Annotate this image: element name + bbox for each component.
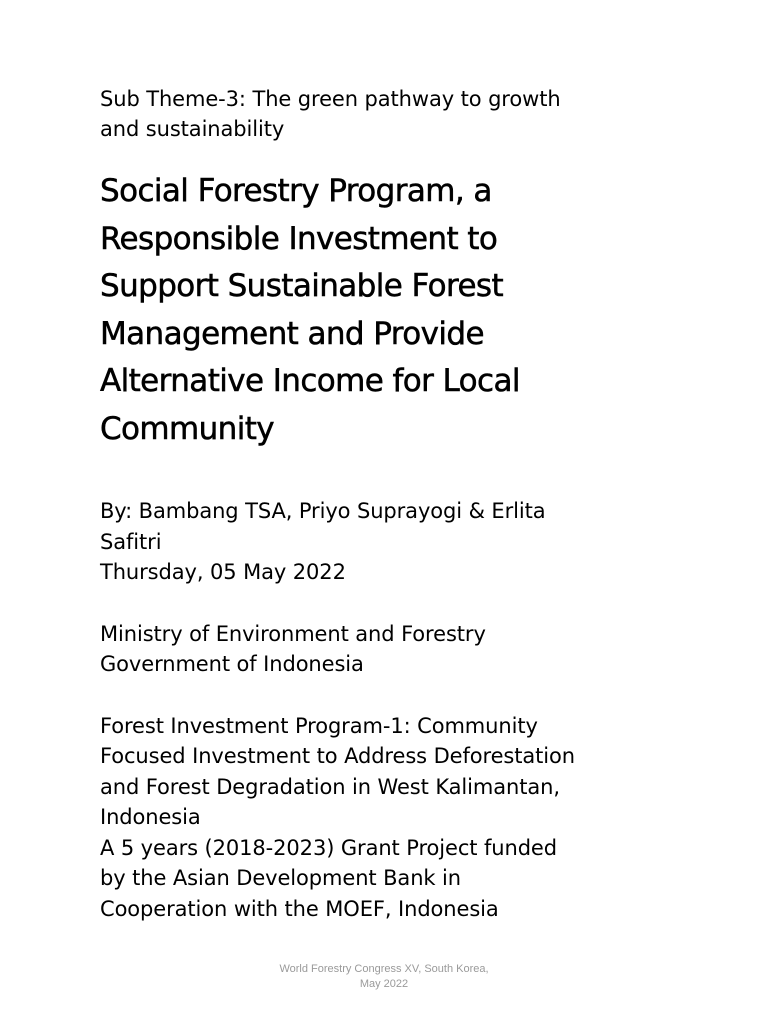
presentation-date: Thursday, 05 May 2022 bbox=[100, 560, 346, 584]
authors-line-2: Safitri bbox=[100, 529, 162, 554]
program-line: Focused Investment to Address Deforestation bbox=[100, 744, 575, 768]
authors-block bbox=[100, 496, 620, 588]
government-name: Government of Indonesia bbox=[100, 652, 364, 676]
subtheme-heading bbox=[100, 84, 620, 144]
page-content bbox=[100, 84, 620, 924]
title-line: Community bbox=[100, 410, 275, 447]
subtheme-line-1: Sub Theme-3: The green pathway to growth bbox=[100, 87, 561, 111]
program-block bbox=[100, 711, 620, 925]
program-line: A 5 years (2018-2023) Grant Project funded bbox=[100, 835, 557, 860]
title-line: Support Sustainable Forest bbox=[100, 268, 504, 304]
title-line: Alternative Income for Local bbox=[100, 363, 520, 399]
title-line: Responsible Investment to bbox=[100, 220, 498, 257]
program-line: Forest Investment Program-1: Community bbox=[100, 713, 538, 738]
ministry-block bbox=[100, 619, 620, 680]
title-line: Management and Provide bbox=[100, 315, 484, 352]
program-line: Indonesia bbox=[100, 805, 201, 829]
ministry-name: Ministry of Environment and Forestry bbox=[100, 621, 486, 646]
program-line: Cooperation with the MOEF, Indonesia bbox=[100, 896, 499, 921]
program-line: and Forest Degradation in West Kalimantan, bbox=[100, 774, 560, 799]
document-title bbox=[100, 168, 620, 453]
subtheme-line-2: and sustainability bbox=[100, 117, 285, 141]
program-line: by the Asian Development Bank in bbox=[100, 866, 461, 890]
title-line: Social Forestry Program, a bbox=[100, 173, 492, 209]
footer-line-2: May 2022 bbox=[359, 978, 409, 990]
footer-line-1: World Forestry Congress XV, South Korea, bbox=[279, 963, 489, 975]
page-footer bbox=[0, 962, 768, 992]
authors-line-1: By: Bambang TSA, Priyo Suprayogi & Erlita bbox=[100, 499, 546, 523]
